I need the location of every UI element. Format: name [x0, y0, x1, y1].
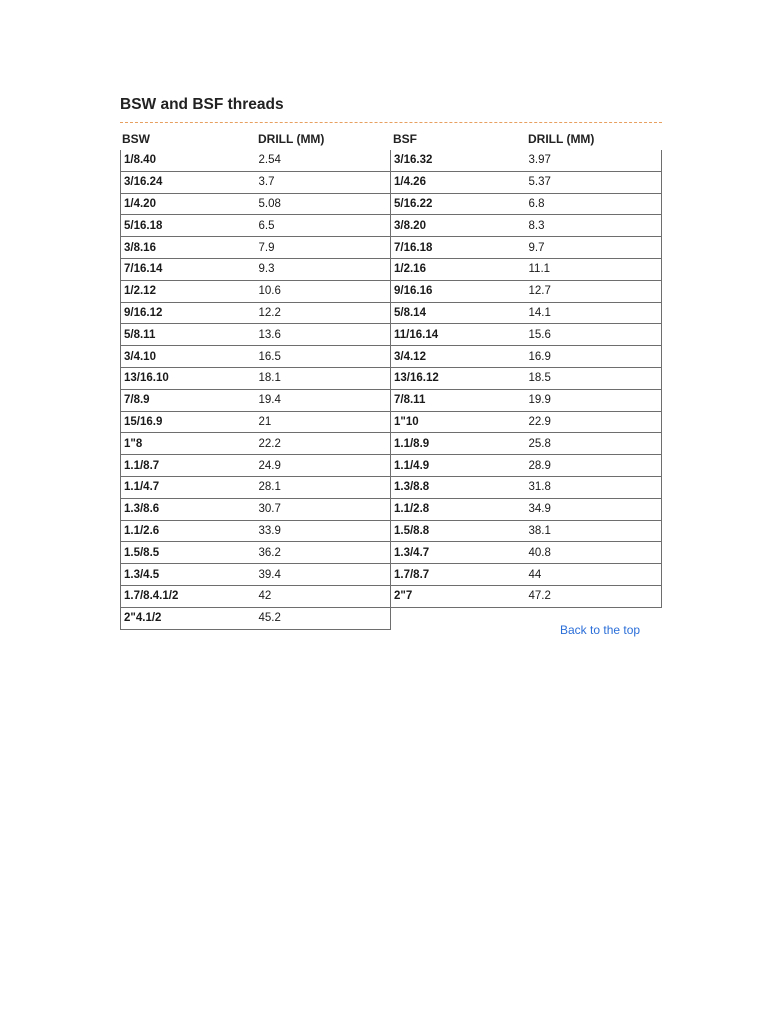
bsf-row: [391, 585, 662, 607]
thread-size-cell: 1/4.26: [391, 171, 525, 193]
drill-size-cell: 3.97: [525, 150, 662, 171]
drill-size-cell: 16.5: [255, 346, 391, 368]
bsw-row: [121, 455, 391, 477]
drill-size-cell: 36.2: [255, 542, 391, 564]
drill-size-cell: 45.2: [255, 607, 391, 629]
bsw-row: [121, 520, 391, 542]
bsf-row: [391, 564, 662, 586]
drill-size-cell: 42: [255, 585, 391, 607]
bsw-row: [121, 302, 391, 324]
drill-size-cell: 31.8: [525, 476, 662, 498]
thread-size-cell: 13/16.10: [121, 367, 255, 389]
bsf-row: [391, 520, 662, 542]
bsw-row: [121, 433, 391, 455]
drill-size-cell: 9.7: [525, 237, 662, 259]
drill-size-cell: 22.2: [255, 433, 391, 455]
bsw-row: [121, 367, 391, 389]
thread-size-cell: 1"10: [391, 411, 525, 433]
drill-size-cell: 13.6: [255, 324, 391, 346]
drill-size-cell: 19.9: [525, 389, 662, 411]
thread-size-cell: 3/8.16: [121, 237, 255, 259]
bsf-table: [390, 150, 662, 608]
drill-size-cell: 30.7: [255, 498, 391, 520]
bsf-row: [391, 346, 662, 368]
thread-size-cell: 1/2.12: [121, 280, 255, 302]
bsf-column-header: BSF: [393, 132, 417, 146]
title-divider: [120, 122, 662, 123]
bsw-row: [121, 585, 391, 607]
bsf-row: [391, 476, 662, 498]
thread-size-cell: 1"8: [121, 433, 255, 455]
thread-size-cell: 7/8.9: [121, 389, 255, 411]
thread-size-cell: 1.1/2.8: [391, 498, 525, 520]
drill-size-cell: 10.6: [255, 280, 391, 302]
drill-size-cell: 28.1: [255, 476, 391, 498]
thread-size-cell: 3/8.20: [391, 215, 525, 237]
thread-size-cell: 1/4.20: [121, 193, 255, 215]
thread-size-cell: 1.1/2.6: [121, 520, 255, 542]
thread-size-cell: 1.1/4.7: [121, 476, 255, 498]
thread-size-cell: 2"7: [391, 585, 525, 607]
bsw-row: [121, 237, 391, 259]
thread-size-cell: 1.5/8.8: [391, 520, 525, 542]
bsf-row: [391, 280, 662, 302]
bsw-row: [121, 389, 391, 411]
drill-size-cell: 18.5: [525, 367, 662, 389]
bsw-row: [121, 215, 391, 237]
drill-size-cell: 33.9: [255, 520, 391, 542]
thread-size-cell: 3/16.24: [121, 171, 255, 193]
drill-size-cell: 6.5: [255, 215, 391, 237]
bsw-row: [121, 542, 391, 564]
drill-size-cell: 8.3: [525, 215, 662, 237]
thread-size-cell: 1.1/4.9: [391, 455, 525, 477]
bsf-row: [391, 324, 662, 346]
drill-size-cell: 34.9: [525, 498, 662, 520]
thread-size-cell: 7/16.14: [121, 258, 255, 280]
drill-size-cell: 22.9: [525, 411, 662, 433]
drill-size-cell: 3.7: [255, 171, 391, 193]
drill-size-cell: 25.8: [525, 433, 662, 455]
drill-size-cell: 18.1: [255, 367, 391, 389]
bsf-row: [391, 215, 662, 237]
bsw-row: [121, 171, 391, 193]
bsf-drill-column-header: DRILL (MM): [528, 132, 595, 146]
thread-size-cell: 5/8.14: [391, 302, 525, 324]
bsw-column-header: BSW: [122, 132, 150, 146]
section-title: BSW and BSF threads: [120, 96, 284, 113]
drill-size-cell: 47.2: [525, 585, 662, 607]
drill-size-cell: 16.9: [525, 346, 662, 368]
bsw-row: [121, 280, 391, 302]
drill-size-cell: 5.08: [255, 193, 391, 215]
thread-size-cell: 1.3/4.5: [121, 564, 255, 586]
bsw-row: [121, 258, 391, 280]
bsf-row: [391, 455, 662, 477]
thread-size-cell: 5/16.18: [121, 215, 255, 237]
drill-size-cell: 38.1: [525, 520, 662, 542]
drill-size-cell: 21: [255, 411, 391, 433]
bsf-row: [391, 433, 662, 455]
drill-size-cell: 7.9: [255, 237, 391, 259]
bsf-row: [391, 171, 662, 193]
drill-size-cell: 9.3: [255, 258, 391, 280]
bsw-row: [121, 411, 391, 433]
drill-size-cell: 2.54: [255, 150, 391, 171]
thread-size-cell: 7/8.11: [391, 389, 525, 411]
back-to-top-link[interactable]: Back to the top: [560, 623, 641, 637]
thread-size-cell: 2"4.1/2: [121, 607, 255, 629]
thread-size-cell: 9/16.12: [121, 302, 255, 324]
drill-size-cell: 15.6: [525, 324, 662, 346]
drill-size-cell: 14.1: [525, 302, 662, 324]
drill-size-cell: 24.9: [255, 455, 391, 477]
thread-size-cell: 1.1/8.7: [121, 455, 255, 477]
thread-size-cell: 1.7/8.4.1/2: [121, 585, 255, 607]
thread-size-cell: 15/16.9: [121, 411, 255, 433]
bsw-row: [121, 346, 391, 368]
thread-size-cell: 7/16.18: [391, 237, 525, 259]
drill-size-cell: 12.7: [525, 280, 662, 302]
thread-size-cell: 13/16.12: [391, 367, 525, 389]
drill-size-cell: 39.4: [255, 564, 391, 586]
thread-size-cell: 1/2.16: [391, 258, 525, 280]
bsf-row: [391, 237, 662, 259]
thread-size-cell: 1.3/4.7: [391, 542, 525, 564]
thread-size-cell: 5/16.22: [391, 193, 525, 215]
thread-size-cell: 11/16.14: [391, 324, 525, 346]
bsw-row: [121, 498, 391, 520]
thread-size-cell: 1/8.40: [121, 150, 255, 171]
bsf-row: [391, 302, 662, 324]
thread-size-cell: 3/16.32: [391, 150, 525, 171]
drill-size-cell: 19.4: [255, 389, 391, 411]
bsf-row: [391, 411, 662, 433]
bsw-drill-column-header: DRILL (MM): [258, 132, 325, 146]
bsf-row: [391, 193, 662, 215]
drill-size-cell: 44: [525, 564, 662, 586]
bsf-row: [391, 498, 662, 520]
bsw-row: [121, 150, 391, 171]
thread-size-cell: 1.3/8.8: [391, 476, 525, 498]
thread-size-cell: 1.1/8.9: [391, 433, 525, 455]
thread-size-cell: 1.5/8.5: [121, 542, 255, 564]
thread-size-cell: 3/4.12: [391, 346, 525, 368]
bsf-row: [391, 258, 662, 280]
bsw-row: [121, 193, 391, 215]
thread-size-cell: 1.3/8.6: [121, 498, 255, 520]
thread-size-cell: 5/8.11: [121, 324, 255, 346]
bsf-row: [391, 389, 662, 411]
bsw-row: [121, 564, 391, 586]
bsf-row: [391, 150, 662, 171]
drill-size-cell: 5.37: [525, 171, 662, 193]
bsw-table: [120, 150, 391, 630]
thread-size-cell: 3/4.10: [121, 346, 255, 368]
thread-size-cell: 1.7/8.7: [391, 564, 525, 586]
drill-size-cell: 12.2: [255, 302, 391, 324]
bsf-row: [391, 542, 662, 564]
drill-size-cell: 28.9: [525, 455, 662, 477]
bsf-row: [391, 367, 662, 389]
drill-size-cell: 11.1: [525, 258, 662, 280]
drill-size-cell: 40.8: [525, 542, 662, 564]
bsw-row: [121, 324, 391, 346]
bsw-row: [121, 476, 391, 498]
drill-size-cell: 6.8: [525, 193, 662, 215]
thread-size-cell: 9/16.16: [391, 280, 525, 302]
bsw-row: [121, 607, 391, 629]
